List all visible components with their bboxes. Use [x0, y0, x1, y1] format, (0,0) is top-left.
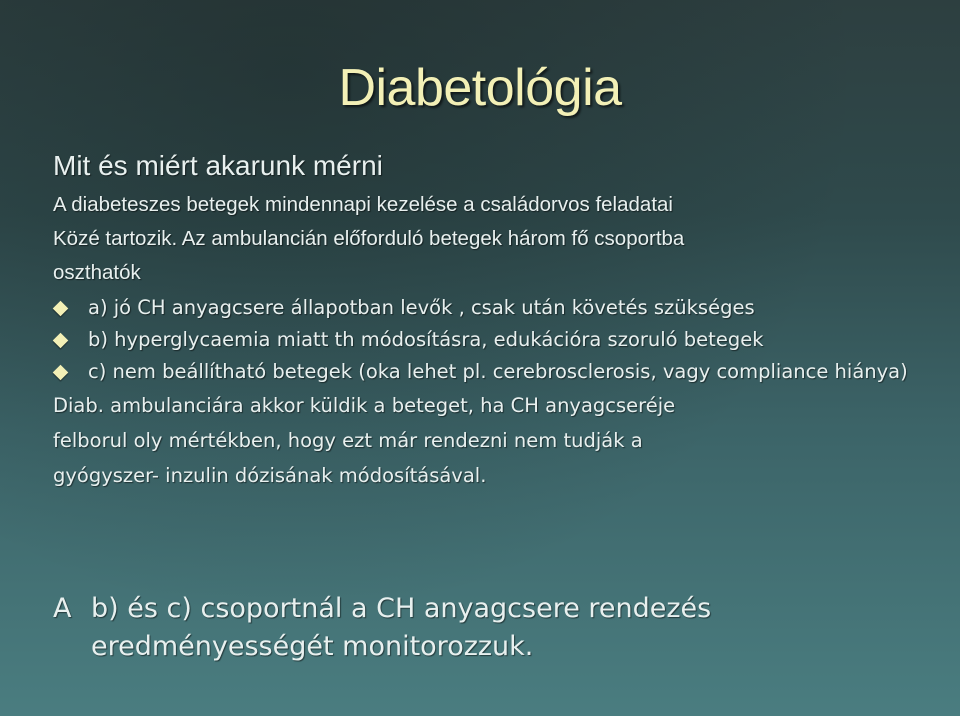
group-list-item-text: a) jó CH anyagcsere állapotban levők , csak után követés szükséges — [88, 296, 755, 319]
conclusion-line-2: eredményességét monitorozzuk. — [91, 631, 534, 662]
group-list-item-text: b) hyperglycaemia miatt th módosításra, edukációra szoruló betegek — [88, 328, 764, 351]
slide-title — [0, 58, 960, 118]
intro-paragraph — [53, 188, 933, 290]
group-list — [53, 294, 933, 386]
intro-line: oszthatók — [53, 261, 141, 284]
conclusion-lead: A — [53, 593, 72, 624]
diamond-bullet-icon — [53, 365, 69, 381]
conclusion — [53, 590, 933, 666]
intro-line: A diabeteszes betegek mindennapi kezelése a családorvos feladatai — [53, 193, 673, 216]
referral-paragraph — [53, 388, 933, 493]
referral-line: Diab. ambulanciára akkor küldik a beteget, ha CH anyagcseréje — [53, 394, 676, 417]
group-list-item-text: c) nem beállítható betegek (oka lehet pl. cerebrosclerosis, vagy compliance hiánya) — [88, 360, 908, 383]
slide-title-text: Diabetológia — [338, 59, 622, 117]
section-heading: Mit és miért akarunk mérni — [53, 150, 383, 181]
group-list-item — [53, 358, 933, 386]
referral-line: gyógyszer- inzulin dózisának módosításával. — [53, 464, 487, 487]
conclusion-line-1: b) és c) csoportnál a CH anyagcsere rendezés — [91, 593, 712, 624]
slide-body — [53, 150, 933, 493]
diamond-bullet-icon — [53, 333, 69, 349]
group-list-item — [53, 294, 933, 322]
group-list-item — [53, 326, 933, 354]
intro-line: Közé tartozik. Az ambulancián előforduló betegek három fő csoportba — [53, 227, 685, 250]
referral-line: felborul oly mértékben, hogy ezt már rendezni nem tudják a — [53, 429, 643, 452]
diamond-bullet-icon — [53, 301, 69, 317]
